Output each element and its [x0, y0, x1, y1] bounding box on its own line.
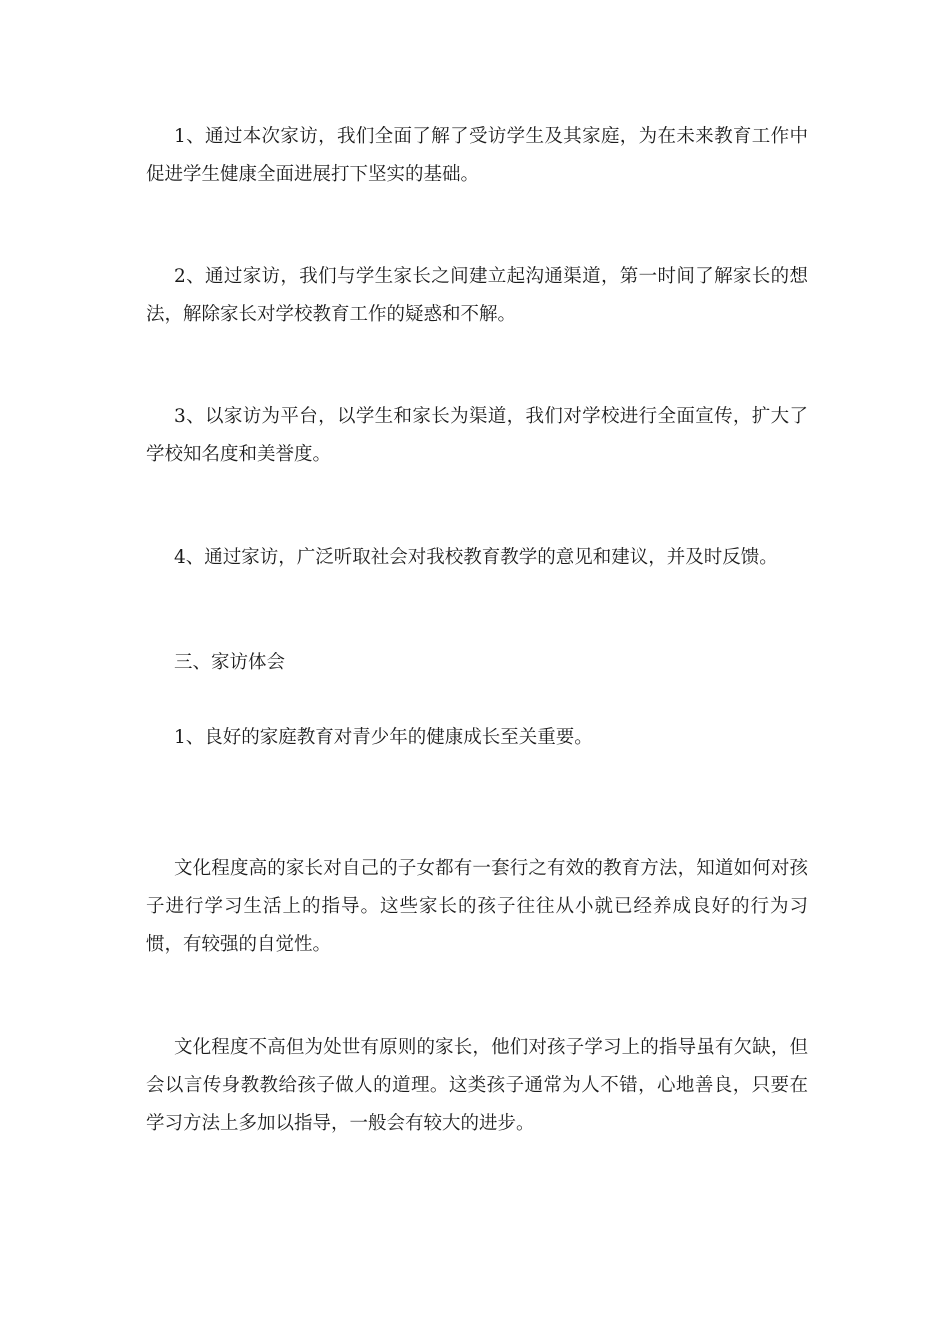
paragraph-4: 4、通过家访，广泛听取社会对我校教育教学的意见和建议，并及时反馈。 — [174, 547, 778, 568]
paragraph-3: 3、以家访为平台，以学生和家长为渠道，我们对学校进行全面宣传，扩大了学校知名度和美誉度。 — [146, 406, 808, 465]
paragraph-2: 2、通过家访，我们与学生家长之间建立起沟通渠道，第一时间了解家长的想法，解除家长对学校教育工作的疑惑和不解。 — [146, 266, 808, 325]
paragraph-7: 文化程度不高但为处世有原则的家长，他们对孩子学习上的指导虽有欠缺，但会以言传身教教给孩子做人的道理。这类孩子通常为人不错，心地善良，只要在学习方法上多加以指导，一般会有较大的进步。 — [146, 1037, 808, 1134]
section-heading: 三、家访体会 — [174, 652, 286, 673]
paragraph-5: 1、良好的家庭教育对青少年的健康成长至关重要。 — [174, 727, 593, 748]
paragraph-6: 文化程度高的家长对自己的子女都有一套行之有效的教育方法，知道如何对孩子进行学习生活上的指导。这些家长的孩子往往从小就已经养成良好的行为习惯，有较强的自觉性。 — [146, 858, 808, 955]
paragraph-1: 1、通过本次家访，我们全面了解了受访学生及其家庭，为在未来教育工作中促进学生健康全面进展打下坚实的基础。 — [146, 126, 808, 185]
